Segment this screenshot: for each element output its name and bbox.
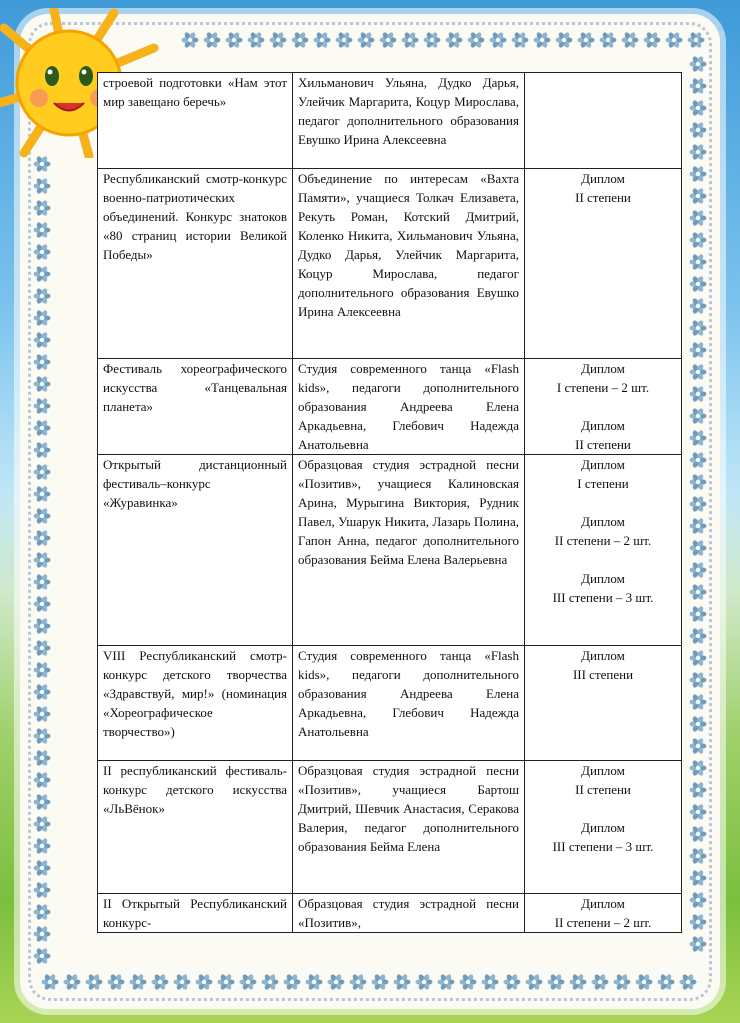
result-line: II степени – 2 шт. — [554, 533, 652, 548]
result-cell — [525, 455, 682, 646]
table-row — [98, 169, 682, 359]
result-line: Диплом — [581, 514, 625, 529]
result-line: II степени — [575, 190, 631, 205]
participants-cell: Студия современного танца «Flash kids», педагоги дополнительного образования Андреева Елена Аркадьевна, Глебович Надежда Анатольевна — [293, 359, 525, 455]
result-line: II степени — [575, 782, 631, 797]
table-row — [98, 894, 682, 933]
result-line: II степени – 2 шт. — [554, 915, 652, 930]
table-row — [98, 359, 682, 455]
result-line: Диплом — [581, 418, 625, 433]
result-line: Диплом — [581, 896, 625, 911]
table-row — [98, 455, 682, 646]
result-cell — [525, 646, 682, 761]
event-cell: Республиканский смотр-конкурс военно-патриотических объединений. Конкурс знатоков «80 страниц истории Великой Победы» — [98, 169, 293, 359]
event-cell: Открытый дистанционный фестиваль–конкурс «Журавинка» — [98, 455, 293, 646]
event-cell: II Открытый Республиканский конкурс- — [98, 894, 293, 933]
participants-cell: Образцовая студия эстрадной песни «Позитив», — [293, 894, 525, 933]
participants-cell: Студия современного танца «Flash kids», педагоги дополнительного образования Андреева Елена Аркадьевна, Глебович Надежда Анатольевна — [293, 646, 525, 761]
result-line: Диплом — [581, 171, 625, 186]
participants-cell: Хильманович Ульяна, Дудко Дарья, Улейчик Маргарита, Коцур Мирослава, педагог дополнительного образования Евушко Ирина Алексеевна — [293, 73, 525, 169]
result-cell — [525, 761, 682, 894]
result-cell — [525, 169, 682, 359]
result-line: Диплом — [581, 763, 625, 778]
result-line: Диплом — [581, 648, 625, 663]
result-line: III степени – 3 шт. — [552, 590, 654, 605]
result-cell — [525, 359, 682, 455]
participants-cell: Объединение по интересам «Вахта Памяти», учащиеся Толкач Елизавета, Рекуть Роман, Котский Дмитрий, Коленко Никита, Хильманович Ульяна, Дудко Дарья, Улейчик Маргарита, Коцур Мирослава, педагог дополнительного образования Евушко Ирина Алексеевна — [293, 169, 525, 359]
table-row — [98, 73, 682, 169]
table-row — [98, 761, 682, 894]
result-line: II степени — [575, 437, 631, 452]
result-line: Диплом — [581, 820, 625, 835]
awards-table — [97, 72, 682, 933]
event-cell: Фестиваль хореографического искусства «Танцевальная планета» — [98, 359, 293, 455]
result-line: Диплом — [581, 571, 625, 586]
participants-cell: Образцовая студия эстрадной песни «Позитив», учащиеся Калиновская Арина, Мурыгина Виктория, Рудник Павел, Ушарук Никита, Лазарь Полина, Гапон Анна, педагог дополнительного образования Бейма Елена Валерьевна — [293, 455, 525, 646]
result-line: Диплом — [581, 361, 625, 376]
participants-cell: Образцовая студия эстрадной песни «Позитив», учащиеся Бартош Дмитрий, Шевчик Анастасия, Серакова Валерия, педагог дополнительного образования Бейма Елена — [293, 761, 525, 894]
result-line: Диплом — [581, 457, 625, 472]
result-line: III степени – 3 шт. — [552, 839, 654, 854]
event-cell: строевой подготовки «Нам этот мир завещано беречь» — [98, 73, 293, 169]
result-cell — [525, 894, 682, 933]
result-line: I степени – 2 шт. — [556, 380, 650, 395]
event-cell: VIII Республиканский смотр-конкурс детского творчества «Здравствуй, мир!» (номинация «Хореографическое творчество») — [98, 646, 293, 761]
result-line: I степени — [577, 476, 629, 491]
event-cell: II республиканский фестиваль-конкурс детского искусства «ЛьВёнок» — [98, 761, 293, 894]
result-line: III степени — [572, 667, 634, 682]
table-row — [98, 646, 682, 761]
result-cell — [525, 73, 682, 169]
